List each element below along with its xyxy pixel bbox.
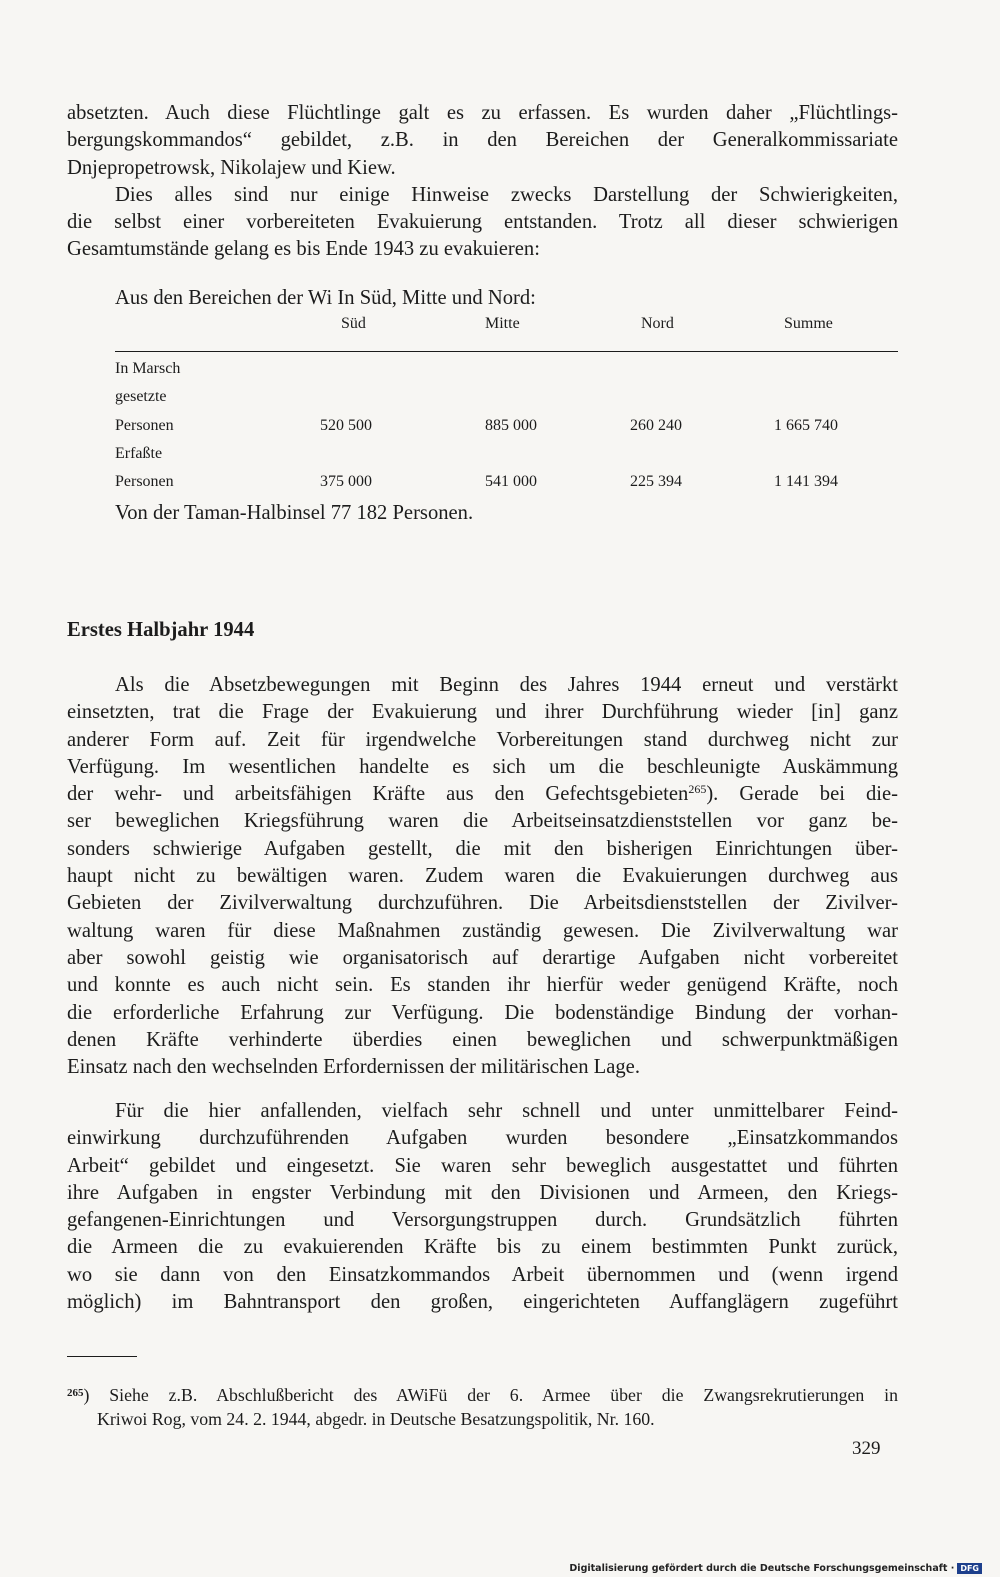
text-line: einwirkung durchzuführenden Aufgaben wurden besondere „Einsatzkommandos xyxy=(67,1127,898,1150)
section-heading: Erstes Halbjahr 1944 xyxy=(67,619,255,641)
text-line: Als die Absetzbewegungen mit Beginn des Jahres 1944 erneut und verstärkt xyxy=(115,674,898,696)
row-label: gesetzte xyxy=(115,388,167,405)
row-label: Personen xyxy=(115,473,174,490)
text-line: denen Kräfte verhinderte überdies einen beweglichen und schwerpunktmäßigen xyxy=(67,1028,898,1051)
cell-mitte: 541 000 xyxy=(485,473,537,490)
text-fragment: ). Gerade bei die- xyxy=(706,783,899,806)
footnote-number: 265 xyxy=(67,1387,84,1399)
text-line: gefangenen-Einrichtungen und Versorgungstruppen durch. Grundsätzlich führten xyxy=(67,1209,898,1232)
column-header-sued: Süd xyxy=(341,315,366,332)
footnote xyxy=(67,1381,898,1431)
column-header-mitte: Mitte xyxy=(485,315,520,332)
text-line: Gesamtumstände gelang es bis Ende 1943 zu evakuieren: xyxy=(67,238,540,261)
cell-nord: 225 394 xyxy=(630,473,682,490)
text-line: Dnjepropetrowsk, Nikolajew und Kiew. xyxy=(67,156,396,179)
table-row xyxy=(115,445,898,473)
credit-text: Digitalisierung gefördert durch die Deutsche Forschungsgemeinschaft · xyxy=(569,1563,955,1574)
section-paragraph-1 xyxy=(67,672,898,1081)
text-line: ser beweglichen Kriegsführung waren die Arbeitseinsatzdienststellen vor ganz be- xyxy=(67,810,898,833)
text-line: aber sowohl geistig wie organisatorisch auf derartige Aufgaben nicht vorbereitet xyxy=(67,946,898,969)
table-row xyxy=(115,360,898,388)
page-number: 329 xyxy=(852,1438,881,1459)
text-line: die erforderliche Erfahrung zur Verfügung. Die bodenständige Bindung der vorhan- xyxy=(67,1001,898,1024)
table-caption: Aus den Bereichen der Wi In Süd, Mitte und Nord: xyxy=(115,287,536,309)
text-line: bergungskommandos“ gebildet, z.B. in den Bereichen der Generalkommissariate xyxy=(67,129,898,152)
cell-sued: 520 500 xyxy=(320,417,372,434)
digitization-credit xyxy=(569,1563,982,1574)
cell-summe: 1 141 394 xyxy=(774,473,838,490)
text-line: waltung waren für diese Maßnahmen zuständig gewesen. Die Zivilverwaltung war xyxy=(67,919,898,942)
dfg-logo-icon: DFG xyxy=(957,1563,982,1574)
row-label: Erfaßte xyxy=(115,445,163,462)
text-line: anderer Form auf. Zeit für irgendwelche Vorbereitungen stand durchweg nicht zur xyxy=(67,728,898,751)
text-line: wo sie dann von den Einsatzkommandos Arbeit übernommen und (wenn irgend xyxy=(67,1263,898,1286)
section-paragraph-2 xyxy=(67,1098,898,1316)
cell-mitte: 885 000 xyxy=(485,417,537,434)
table-row xyxy=(115,388,898,416)
text-line: Arbeit“ gebildet und eingesetzt. Sie waren sehr beweglich ausgestattet und führten xyxy=(67,1154,898,1177)
text-line: und konnte es auch nicht sein. Es standen ihr hierfür weder genügend Kräfte, noch xyxy=(67,974,898,997)
table-row xyxy=(115,417,898,445)
text-line: Einsatz nach den wechselnden Erfordernissen der militärischen Lage. xyxy=(67,1056,640,1079)
text-line: Verfügung. Im wesentlichen handelte es sich um die beschleunigte Auskämmung xyxy=(67,755,898,778)
text-line: haupt nicht zu bewältigen waren. Zudem waren die Evakuierungen durchweg aus xyxy=(67,865,898,888)
text-line: sonders schwierige Aufgaben gestellt, die mit den bisherigen Einrichtungen über- xyxy=(67,837,898,860)
footnote-line xyxy=(67,1381,898,1407)
text-line: Für die hier anfallenden, vielfach sehr schnell und unter unmittelbarer Feind- xyxy=(115,1100,898,1122)
text-line: Gebieten der Zivilverwaltung durchzuführen. Die Arbeitsdienststellen der Zivilver- xyxy=(67,892,898,915)
cell-summe: 1 665 740 xyxy=(774,417,838,434)
footnote-line: Kriwoi Rog, vom 24. 2. 1944, abgedr. in Deutsche Besatzungspolitik, Nr. 160. xyxy=(97,1409,655,1429)
intro-paragraph xyxy=(67,100,898,264)
text-fragment: der wehr- und arbeitsfähigen Kräfte aus den Gefechtsgebieten xyxy=(67,783,689,806)
text-line: die Armeen die zu evakuierenden Kräfte bis zu einem bestimmten Punkt zurück, xyxy=(67,1236,898,1259)
row-label: Personen xyxy=(115,417,174,434)
text-line: ihre Aufgaben in engster Verbindung mit den Divisionen und Armeen, den Kriegs- xyxy=(67,1181,898,1204)
text-line-with-footnote xyxy=(67,781,898,808)
text-line: die selbst einer vorbereiteten Evakuierung entstanden. Trotz all dieser schwierigen xyxy=(67,211,898,234)
table-header-rule xyxy=(115,351,898,352)
text-line: absetzten. Auch diese Flüchtlinge galt es zu erfassen. Es wurden daher „Flüchtlings- xyxy=(67,102,898,124)
footnote-reference[interactable]: 265 xyxy=(688,782,707,797)
cell-nord: 260 240 xyxy=(630,417,682,434)
text-line: möglich) im Bahntransport den großen, eingerichteten Auffanglägern zugeführt xyxy=(67,1291,898,1314)
table-note: Von der Taman-Halbinsel 77 182 Personen. xyxy=(115,502,474,524)
row-label: In Marsch xyxy=(115,360,181,377)
footnote-rule xyxy=(67,1356,137,1357)
text-line: Dies alles sind nur einige Hinweise zwecks Darstellung der Schwierigkeiten, xyxy=(115,183,898,206)
table-header-row xyxy=(115,315,898,343)
table-row xyxy=(115,473,898,501)
column-header-summe: Summe xyxy=(784,315,833,332)
column-header-nord: Nord xyxy=(641,315,674,332)
cell-sued: 375 000 xyxy=(320,473,372,490)
text-line: einsetzten, trat die Frage der Evakuierung und ihrer Durchführung wieder [in] ganz xyxy=(67,701,898,724)
footnote-text: ) Siehe z.B. Abschlußbericht des AWiFü der 6. Armee über die Zwangsrekrutierungen in xyxy=(83,1385,898,1405)
